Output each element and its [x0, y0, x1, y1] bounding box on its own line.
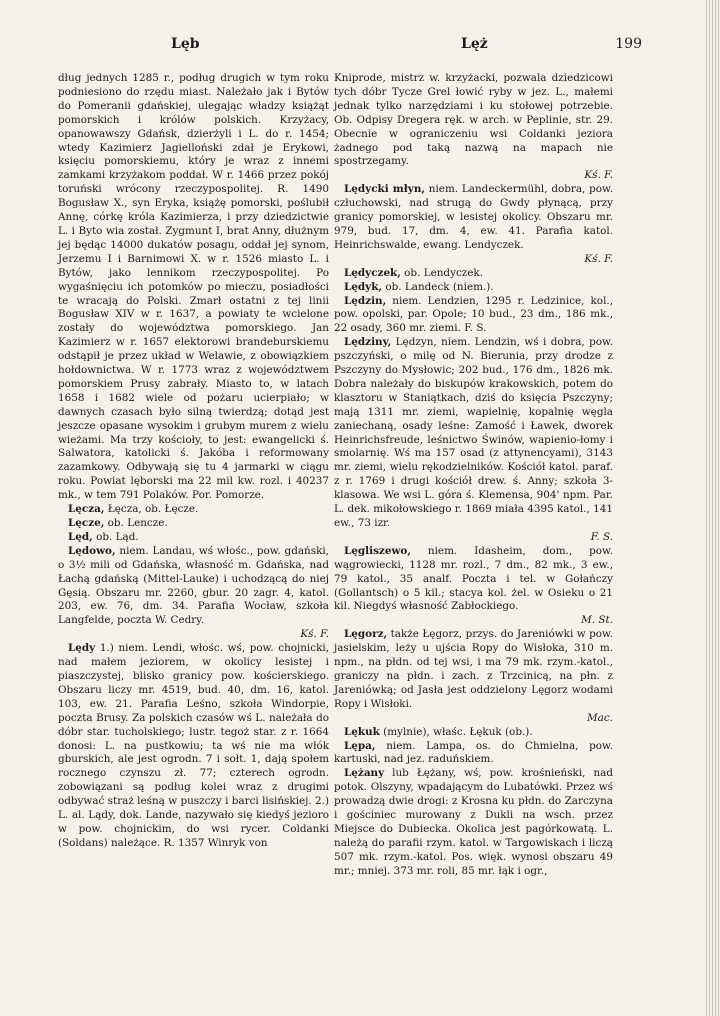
left-column [58, 72, 329, 851]
entry-text: ob. Landeck (niem.). [382, 280, 494, 293]
dictionary-entry [58, 531, 329, 545]
entry-text: także Łęgorz, przys. do Jareniówki w pow. jasielskim, leży u ujścia Ropy do Wisłoka, 310 m. npm., na płdn. od tej wsi, i ma 79 mk. rzym.-katol., graniczy na płdn. i zach. z Trzcinicą, na płn. z Jareniówką; od Jasła jest oddzielony Lęgorz wodami Ropy i Wisłoki. [334, 628, 613, 710]
entry-headword: Lędyczek, [344, 266, 401, 279]
entry-headword: Lężany [344, 767, 385, 780]
dictionary-entry [334, 183, 613, 266]
entry-text: ob. Lencze. [104, 517, 168, 529]
entry-headword: Lęcze, [68, 517, 105, 529]
dictionary-entry [334, 767, 613, 878]
entry-signature: M. St. [581, 614, 613, 627]
dictionary-entry [58, 642, 329, 851]
entry-signature: Kś. F. [584, 169, 613, 182]
entry-text: (mylnie), właśc. Łękuk (ob.). [379, 725, 533, 738]
entry-text: Łęcza, ob. Łęcze. [104, 503, 199, 516]
entry-signature: F. S. [590, 530, 613, 543]
entry-signature: Kś. F. [300, 628, 329, 641]
dictionary-entry [58, 72, 329, 503]
entry-headword: Lędy [68, 642, 96, 655]
page-number: 199 [615, 36, 642, 52]
dictionary-entry [334, 336, 613, 545]
entry-text: niem. Lampa, os. do Chmielna, pow. kartuski, nad jez. raduńskiem. [334, 739, 613, 766]
dictionary-entry [334, 628, 613, 725]
dictionary-entry [58, 545, 329, 642]
header-left-catchword: Lęb [171, 36, 200, 52]
dictionary-entry [334, 267, 613, 281]
dictionary-entry [334, 72, 613, 183]
entry-headword: Lędowo, [68, 544, 116, 557]
entry-text: dług jednych 1285 r., podług drugich w tym roku podniesiono do rzędu miast. Należało jak i Bytów do Pomeranii gdańskiej, ulegając władzy książąt pomorskich i królów polskich. Krzyżacy, opanowawszy Gdańsk, dzierżyli i L. do r. 1454; wtedy Kazimierz Jagielloński zdał je Erykowi, księciu pomorskiemu, który je wraz z innemi zamkami krzyżakom poddał. W r. 1466 przez pokój toruński wrócony rzeczypospolitej. R. 1490 Bogusław X., syn Eryka, książę pomorski, poślubił Annę, córkę króla Kazimierza, i przy dziedzictwie L. i Byto wia został. Zygmunt I, brat Anny, dłużnym jej będąc 14000 dukatów posagu, oddał jej synom, Jerzemu I i Barnimowi X. w r. 1526 miasto L. i Bytów, jako lennikom rzeczypospolitej. Po wygaśnięciu ich potomków po mieczu, posiadłości te wracają do Polski. Zmarł ostatni z tej linii Bogusław XIV w r. 1637, a powiaty te wcielone zostały do województwa pomorskiego. Jan Kazimierz w r. 1657 elektorowi brandeburskiemu odstąpił je przez układ w Welawie, z obowiązkiem hołdownictwa. W r. 1773 wraz z województwem pomorskiem Prusy zabrały. Miasto to, w latach 1658 i 1682 wiele od pożaru ucierpiało; w dawnych czasach było silną twierdzą; dotąd jest jeszcze opasane wysokim i grubym murem z wielu wieżami. Ma trzy kościoły, to jest: ewangelicki ś. Salwatora, katolicki ś. Jakóba i reformowany zazamkowy. Odbywają się tu 4 jarmarki w ciągu roku. Powiat lęborski ma 22 mil kw. rozl. i 40237 mk., w tem 791 Polaków. Por. Pomorze. [58, 72, 329, 502]
dictionary-entry [334, 726, 613, 740]
entry-text: niem. Idasheim, dom., pow. wągrowiecki, 1128 mr. rozl., 7 dm., 82 mk., 3 ew., 79 katol., 35 analf. Poczta i tel. w Gołańczy (Gollantsch) o 5 kil.; stacya kol. żel. w Osieku o 21 kil. Niegdyś własność Zabłockiego. [334, 544, 613, 613]
dictionary-entry [334, 281, 613, 295]
dictionary-entry [334, 740, 613, 768]
entry-headword: Lępa, [344, 739, 376, 752]
entry-headword: Lękuk [344, 725, 380, 738]
entry-text: niem. Landau, wś włośc., pow. gdański, o 3½ mili od Gdańska, własność m. Gdańska, nad Łachą gdańską (Mittel-Lauke) i uchodzącą do niej Gęsią. Obszaru mr. 2260, gbur. 20 zagr. 4, katol. 203, ew. 76, dm. 34. Parafia Wocław, szkoła Langfelde, poczta W. Cedry. [58, 544, 329, 627]
entry-text: niem. Lendzien, 1295 r. Ledzinice, kol., pow. opolski, par. Opole; 10 bud., 23 dm., 186 mk., 22 osady, 360 mr. ziemi. F. S. [334, 294, 613, 335]
running-header [56, 36, 642, 58]
entry-headword: Lędziny, [344, 336, 392, 349]
entry-headword: Lęgorz, [344, 628, 388, 641]
entry-text: Lędzyn, niem. Lendzin, wś i dobra, pow. pszczyński, o milę od N. Bierunia, przy drodze z Pszczyny do Mysłowic; 202 bud., 176 dm., 1826 mk. Dobra należały do biskupów krakowskich, potem do klasztoru w Staniątkach, dziś do księcia Pszczyny; mają 1311 mr. ziemi, wapielnię, kopalnię węgla zaniechaną, osady leśne: Zamość i Ławek, dworek Heinrichsfreude, leśnictwo Świnów, wapienio-łomy i smolarnię. Wś ma 157 osad (z attynencyami), 3143 mr. ziemi, wielu rękodzielników. Kościół katol. paraf. z r. 1769 i drugi kościół drew. ś. Anny; szkoła 3-klasowa. We wsi L. góra ś. Klemensa, 904' npm. Par. L. dek. mikołowskiego r. 1869 miała 4395 katol., 141 ew., 73 izr. [334, 336, 613, 529]
entry-headword: Lędzin, [344, 294, 387, 307]
entry-text: Kniprode, mistrz w. krzyżacki, pozwala dziedzicowi tych dóbr Tycze Grel łowić ryby w jez. L., małemi jednak tylko narzędziami i ku stołowej potrzebie. Ob. Odpisy Dregera ręk. w arch. w Peplinie, str. 29. Obecnie w ograniczeniu wsi Coldanki jeziora żadnego pod taką nazwą na mapach nie spostrzegamy. [334, 72, 613, 168]
dictionary-entry [58, 503, 329, 517]
entry-headword: Lędycki młyn, [344, 183, 425, 196]
entry-headword: Lęgliszewo, [344, 544, 411, 557]
entry-text: 1.) niem. Lendi, włośc. wś, pow. chojnicki, nad małem jeziorem, w okolicy lesistej i piaszczystej, blisko granicy pow. kościerskiego. Obszaru liczy mr. 4519, bud. 40, dm. 16, katol. 103, ew. 21. Parafia Leśno, szkoła Windorpie, poczta Brusy. Za polskich czasów wś L. należała do dóbr star. tucholskiego; lustr. tegoż star. z r. 1664 donosi: L. na pustkowiu; ta wś nie ma włók gburskich, ale jest ogrodn. 7 i sołt. 1, dają społem rocznego czynszu zł. 77; czterech ogrodn. zobowiązani są podług kolei wraz z drugimi odbywać straż leśną w puszczy i barci lisińskiej. 2.) L. al. Lądy, dok. Lande, nazywało się kiedyś jezioro w pow. chojnickim, do wsi rycer. Coldanki (Soldans) należące. R. 1357 Winryk von [58, 642, 329, 849]
entry-text: ob. Lendyczek. [400, 266, 483, 279]
header-right-catchword: Lęż [461, 36, 488, 52]
entry-headword: Lęcza, [68, 503, 105, 516]
entry-text: niem. Landeckermühl, dobra, pow. człuchowski, nad strugą do Gwdy płynącą, przy granicy pomorskiej, w lesistej okolicy. Obszaru mr. 979, bud. 17, dm. 4, ew. 41. Parafia katol. Heinrichswalde, ewang. Lendyczek. [334, 183, 614, 251]
entry-text: ob. Ląd. [92, 530, 139, 543]
entry-text: lub Łężany, wś, pow. krośnieński, nad potok. Olszyny, wpadającym do Lubatówki. Przez wś prowadzą dwie drogi: z Krosna ku płdn. do Zarczyna i gościniec murowany z Dukli na wsch. przez Miejsce do Dubiecka. Okolica jest pagórkowatą. L. należą do parafii rzym. katol. w Targowiskach i liczą 507 mk. rzym.-katol. Pos. więk. wynosi obszaru 49 mr.; mniej. 373 mr. roli, 85 mr. łąk i ogr., [334, 767, 613, 877]
page-edge [706, 0, 720, 1016]
dictionary-entry [58, 517, 329, 531]
entry-signature: Kś. F. [584, 252, 613, 265]
right-column [334, 72, 613, 879]
dictionary-entry [334, 545, 613, 628]
entry-headword: Lędyk, [344, 280, 383, 293]
dictionary-entry [334, 295, 613, 337]
entry-signature: Mac. [587, 711, 613, 724]
entry-headword: Lęd, [68, 530, 93, 543]
